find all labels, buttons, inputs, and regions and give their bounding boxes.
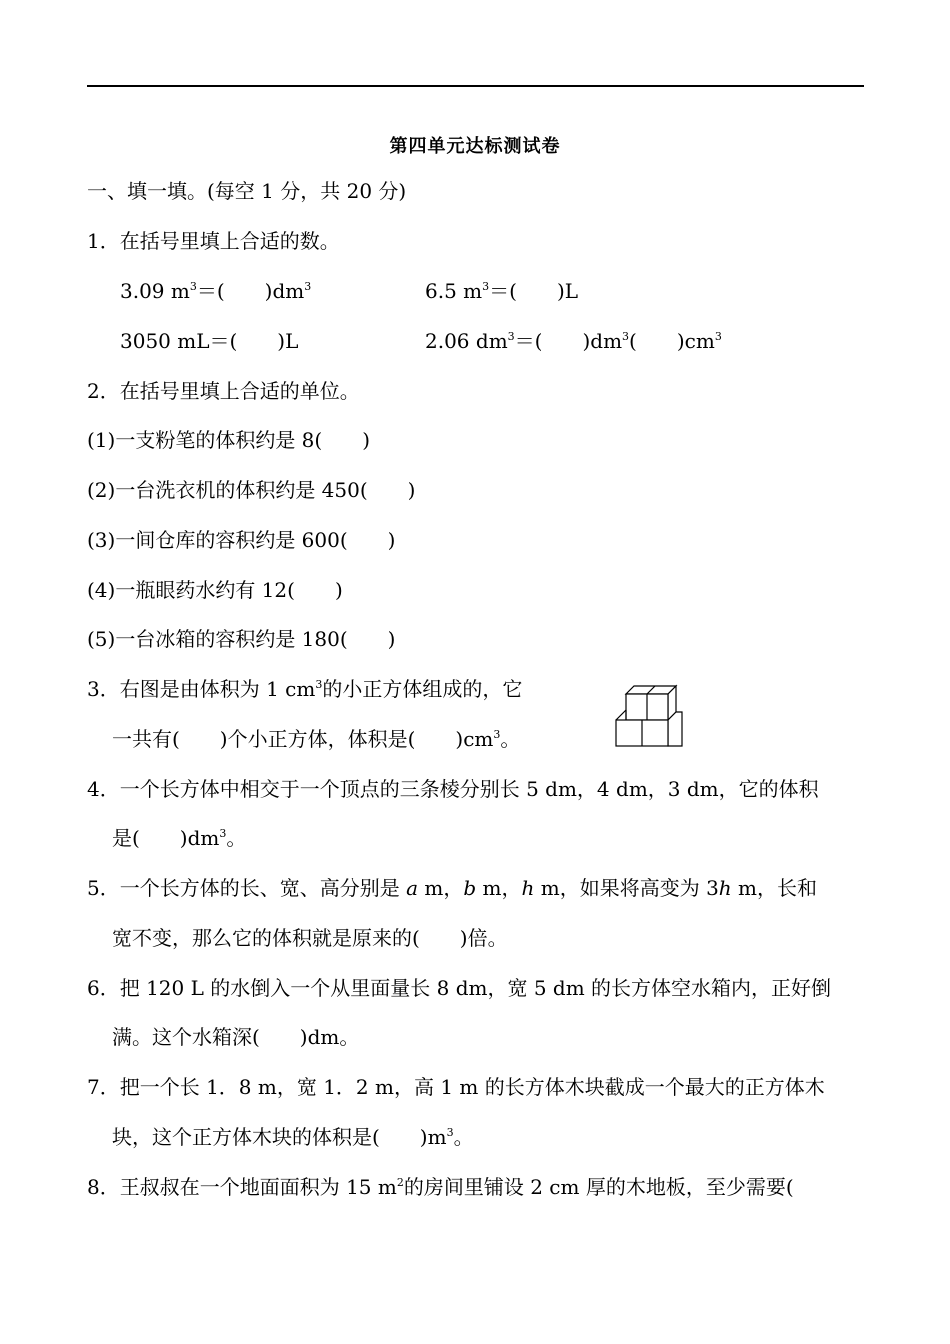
q1-item-c: 3050 mL＝( )L — [120, 329, 299, 353]
q5-line-2: 宽不变，那么它的体积就是原来的( )倍。 — [112, 926, 508, 950]
q6-line-2: 满。这个水箱深( )dm。 — [112, 1025, 360, 1049]
lower-right-face — [668, 712, 682, 746]
cube-stack-figure — [614, 684, 686, 748]
q2-item-4: (4)一瓶眼药水约有 12( ) — [87, 578, 343, 602]
q8-line-1: 8．王叔叔在一个地面面积为 15 $m^2$的房间里铺设 2 cm 厚的木地板，至少需要( — [87, 1175, 794, 1199]
q2-item-3: (3)一间仓库的容积约是 600( ) — [87, 528, 396, 552]
q1-item-a: 3.09 $m^3=$( )$dm^3$ — [120, 279, 312, 303]
header-rule — [87, 85, 864, 87]
q7-line-2: 块，这个正方体木块的体积是( )$m^3$。 — [112, 1125, 474, 1149]
q3-line-2: 一共有( )个小正方体，体积是( )$cm^3$。 — [112, 727, 521, 751]
q2-item-5: (5)一台冰箱的容积约是 180( ) — [87, 627, 396, 651]
q4-line-2: 是( )$dm^3$。 — [112, 826, 247, 850]
q2-item-2: (2)一台洗衣机的体积约是 450( ) — [87, 478, 416, 502]
q7-line-1: 7．把一个长 1．8 m，宽 1．2 m，高 1 m 的长方体木块截成一个最大的正方体木 — [87, 1075, 825, 1099]
q1-item-d: 2.06 $dm^3=$( )$dm^3$( )$cm^3$ — [425, 329, 722, 353]
q6-line-1: 6．把 120 L 的水倒入一个从里面量长 8 dm，宽 5 dm 的长方体空水箱内，正好倒 — [87, 976, 832, 1000]
section-heading: 一、填一填。(每空 1 分，共 20 分) — [87, 179, 407, 203]
q1-item-b: 6.5 $m^3=$( )L — [425, 279, 579, 303]
q2-stem: 2．在括号里填上合适的单位。 — [87, 379, 360, 403]
q1-stem: 1．在括号里填上合适的数。 — [87, 229, 340, 253]
q4-line-1: 4．一个长方体中相交于一个顶点的三条棱分别长 5 dm，4 dm，3 dm，它的体积 — [87, 777, 819, 801]
q3-line-1: 3．右图是由体积为 1 $cm^3$的小正方体组成的，它 — [87, 677, 523, 701]
q2-item-1: (1)一支粉笔的体积约是 8( ) — [87, 428, 371, 452]
q5-line-1: 5．一个长方体的长、宽、高分别是 a m，b m，h m，如果将高变为 3h m，长和 — [87, 876, 818, 900]
page-title: 第四单元达标测试卷 — [389, 136, 561, 157]
